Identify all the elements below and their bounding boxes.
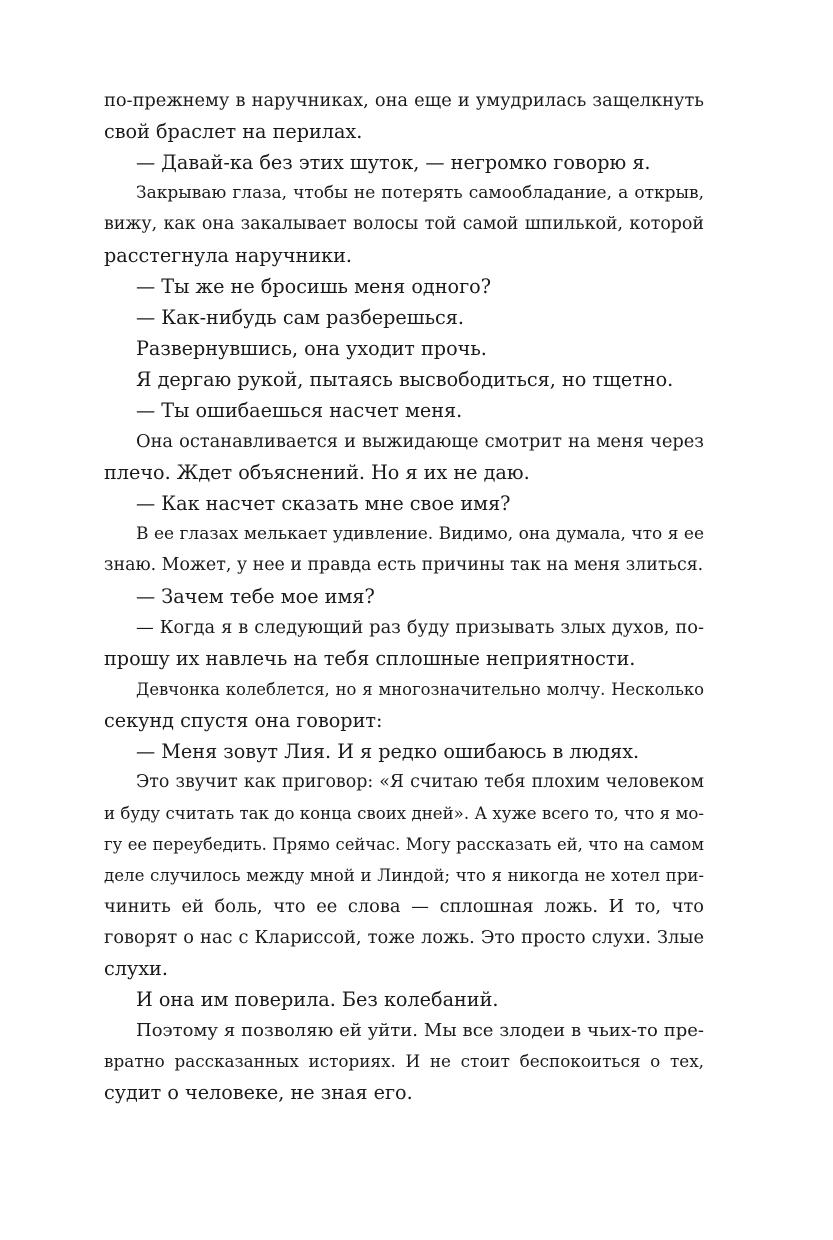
paragraph: [104, 767, 704, 984]
paragraph: [104, 147, 704, 178]
text-line: — Как-нибудь сам разберешься.: [136, 306, 465, 329]
paragraph: [104, 736, 704, 767]
text-line: — Ты ошибаешься насчет меня.: [136, 399, 463, 422]
paragraph: [104, 581, 704, 612]
text-line: и буду считать так до конца своих дней». А хуже всего то, что я мо-: [104, 804, 704, 823]
text-line: секунд спустя она говорит:: [104, 709, 383, 732]
text-line: Поэтому я позволяю ей уйти. Мы все злодеи в чьих-то пре-: [136, 1020, 704, 1041]
paragraph: [104, 426, 704, 488]
paragraph: [104, 519, 704, 581]
text-line: прошу их навлечь на тебя сплошные неприятности.: [104, 647, 636, 670]
text-line: В ее глазах мелькает удивление. Видимо, она думала, что я ее: [136, 524, 704, 544]
text-line: гу ее переубедить. Прямо сейчас. Могу рассказать ей, что на самом: [104, 835, 704, 854]
text-line: судит о человеке, не зная его.: [104, 1081, 413, 1104]
paragraph: [104, 1015, 704, 1108]
paragraph: [104, 364, 704, 395]
text-line: деле случилось между мной и Линдой; что я никогда не хотел при-: [104, 866, 704, 885]
text-line: Я дергаю рукой, пытаясь высвободиться, но тщетно.: [136, 368, 674, 391]
text-line: плечо. Ждет объяснений. Но я их не даю.: [104, 461, 530, 484]
text-line: — Как насчет сказать мне свое имя?: [136, 492, 511, 515]
text-line: Закрываю глаза, чтобы не потерять самообладание, а открыв,: [136, 183, 704, 203]
text-line: Она останавливается и выжидающе смотрит на меня через: [136, 431, 704, 452]
text-line: свой браслет на перилах.: [104, 120, 363, 143]
text-line: — Когда я в следующий раз буду призывать злых духов, по-: [136, 617, 704, 638]
text-line: — Зачем тебе мое имя?: [136, 585, 375, 608]
paragraph: [104, 395, 704, 426]
text-line: И она им поверила. Без колебаний.: [136, 988, 499, 1011]
text-line: — Меня зовут Лия. И я редко ошибаюсь в людях.: [136, 740, 640, 763]
text-line: расстегнула наручники.: [104, 244, 352, 267]
text-line: вратно рассказанных историях. И не стоит беспокоиться о тех,: [104, 1051, 704, 1071]
paragraph: [104, 984, 704, 1015]
paragraph: [104, 178, 704, 271]
text-line: Развернувшись, она уходит прочь.: [136, 337, 487, 360]
paragraph: [104, 302, 704, 333]
text-line: чинить ей боль, что ее слова — сплошная ложь. И то, что: [104, 896, 704, 917]
text-line: — Ты же не бросишь меня одного?: [136, 275, 491, 298]
book-page-text: [104, 85, 704, 1108]
text-line: говорят о нас с Клариссой, тоже ложь. Это просто слухи. Злые: [104, 927, 704, 948]
text-line: Девчонка колеблется, но я многозначительно молчу. Несколько: [136, 680, 704, 699]
paragraph: [104, 85, 704, 147]
text-line: Это звучит как приговор: «Я считаю тебя плохим человеком: [136, 772, 704, 792]
paragraph: [104, 674, 704, 736]
paragraph: [104, 333, 704, 364]
text-line: слухи.: [104, 957, 168, 980]
paragraph: [104, 271, 704, 302]
text-line: вижу, как она закалывает волосы той самой шпилькой, которой: [104, 214, 704, 234]
paragraph: [104, 488, 704, 519]
text-line: — Давай-ка без этих шуток, — негромко говорю я.: [136, 151, 651, 174]
text-line: знаю. Может, у нее и правда есть причины так на меня злиться.: [104, 555, 704, 575]
text-line: по-прежнему в наручниках, она еще и умудрилась защелкнуть: [104, 90, 704, 111]
paragraph: [104, 612, 704, 674]
